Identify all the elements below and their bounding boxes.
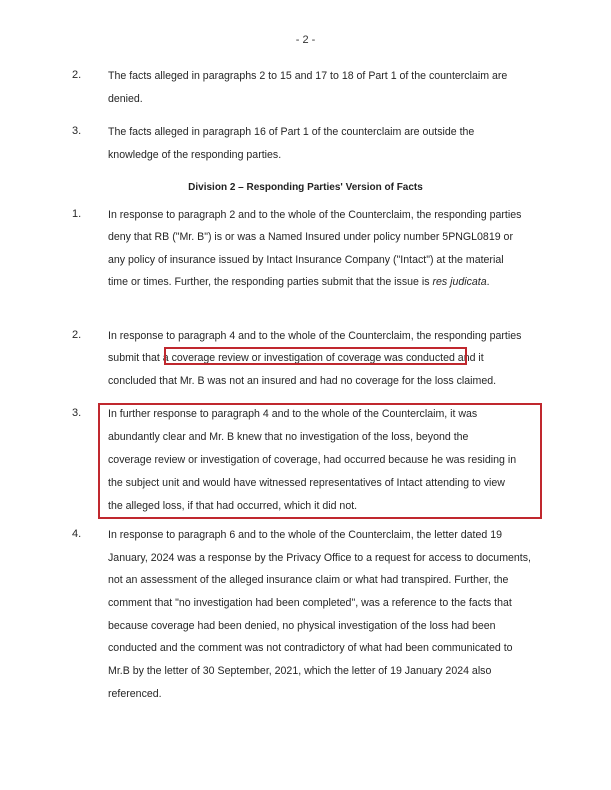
division-heading: Division 2 – Responding Parties' Version of Facts: [188, 182, 423, 193]
paragraph-line: In response to paragraph 4 and to the whole of the Counterclaim, the responding parties: [108, 330, 522, 342]
paragraph-number: 4.: [72, 528, 82, 540]
paragraph-line: the subject unit and would have witnessed representatives of Intact attending to view: [108, 477, 505, 489]
paragraph-line: In further response to paragraph 4 and to the whole of the Counterclaim, it was: [108, 408, 478, 420]
italic-term: res judicata: [432, 276, 487, 288]
highlight-box-phrase: [164, 347, 467, 365]
paragraph-line: comment that "no investigation had been completed", was a reference to the facts that: [108, 597, 512, 609]
paragraph-number: 1.: [72, 208, 82, 220]
paragraph-line: because coverage had been denied, no physical investigation of the loss had been: [108, 620, 496, 632]
paragraph-line: The facts alleged in paragraph 16 of Part 1 of the counterclaim are outside the: [108, 126, 475, 138]
paragraph-line: any policy of insurance issued by Intact Insurance Company ("Intact") at the material: [108, 254, 504, 266]
paragraph-line: In response to paragraph 6 and to the whole of the Counterclaim, the letter dated 19: [108, 529, 502, 541]
paragraph-number: 3.: [72, 407, 82, 419]
highlighted-phrase: a coverage review or investigation of coverage was conducted: [162, 352, 455, 364]
line-text: time or times. Further, the responding parties submit that the issue is: [108, 276, 433, 288]
line-text: submit that: [108, 352, 163, 364]
highlight-box-paragraph: [98, 403, 542, 519]
paragraph-line: conducted and the comment was not contradictory of what had been communicated to: [108, 642, 513, 654]
paragraph-line: not an assessment of the alleged insurance claim or what had transpired. Further, the: [108, 574, 509, 586]
paragraph-line: knowledge of the responding parties.: [108, 149, 282, 161]
paragraph-line: referenced.: [108, 688, 162, 700]
paragraph-number: 3.: [72, 125, 82, 137]
paragraph-line: the alleged loss, if that had occurred, which it did not.: [108, 500, 358, 512]
line-text: and it: [454, 352, 484, 364]
paragraph-line: January, 2024 was a response by the Privacy Office to a request for access to documents,: [108, 552, 531, 564]
paragraph-line: denied.: [108, 93, 143, 105]
paragraph-line: In response to paragraph 2 and to the whole of the Counterclaim, the responding parties: [108, 209, 522, 221]
paragraph-line: [108, 275, 490, 289]
paragraph-line: coverage review or investigation of coverage, had occurred because he was residing in: [108, 454, 517, 466]
paragraph-line: Mr.B by the letter of 30 September, 2021, which the letter of 19 January 2024 also: [108, 665, 492, 677]
paragraph-number: 2.: [72, 69, 82, 81]
paragraph-line: deny that RB ("Mr. B") is or was a Named Insured under policy number 5PNGL0819 or: [108, 231, 513, 243]
paragraph-number: 2.: [72, 329, 82, 341]
line-text: .: [486, 276, 490, 288]
paragraph-line: abundantly clear and Mr. B knew that no investigation of the loss, beyond the: [108, 431, 469, 443]
paragraph-line: The facts alleged in paragraphs 2 to 15 and 17 to 18 of Part 1 of the counterclaim are: [108, 70, 508, 82]
page-number: - 2 -: [295, 34, 316, 46]
paragraph-line: concluded that Mr. B was not an insured and had no coverage for the loss claimed.: [108, 375, 497, 387]
